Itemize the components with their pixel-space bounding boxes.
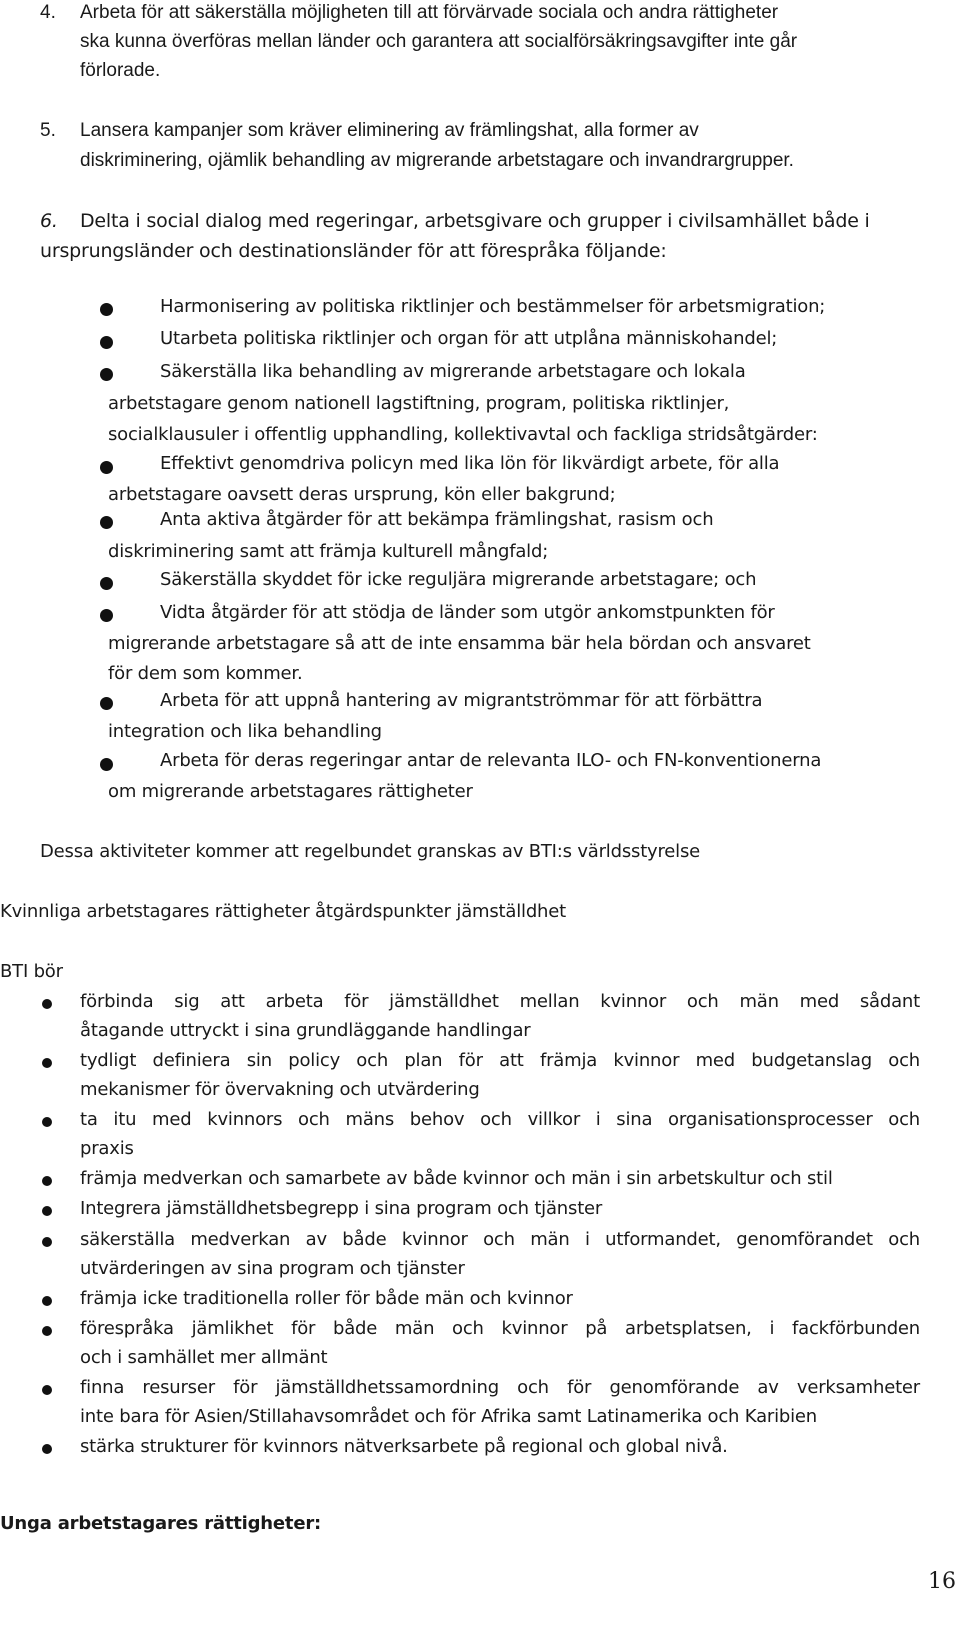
item-text-line: ska kunna överföras mellan länder och garantera att socialförsäkringsavgifter inte går	[80, 31, 798, 52]
bullet-dot-icon	[100, 758, 113, 771]
bullet-text-line: Säkerställa lika behandling av migrerande arbetstagare och lokala	[160, 361, 746, 382]
item-text-line: Lansera kampanjer som kräver eliminering av främlingshat, alla former av	[80, 120, 699, 141]
bullet-text-line: integration och lika behandling	[108, 721, 382, 742]
bullet-dot-icon	[42, 1237, 52, 1247]
bullet-dot-icon	[100, 697, 113, 710]
bullet-text-line: Arbeta för deras regeringar antar de relevanta ILO- och FN-konventionerna	[160, 750, 822, 771]
bullet-text-line: om migrerande arbetstagares rättigheter	[108, 781, 473, 802]
item-text-line: ursprungsländer och destinationsländer för att förespråka följande:	[40, 240, 667, 262]
item-number: 4.	[40, 2, 56, 23]
bullet-text-line: Arbeta för att uppnå hantering av migrantströmmar för att förbättra	[160, 690, 763, 711]
bullet-dot-icon	[42, 1117, 52, 1127]
bullet-dot-icon	[100, 368, 113, 381]
bullet-text-line: Vidta åtgärder för att stödja de länder som utgör ankomstpunkten för	[160, 602, 775, 623]
bullet-text-line: diskriminering samt att främja kulturell mångfald;	[108, 541, 549, 562]
bullet-text-line: migrerande arbetstagare så att de inte ensamma bär hela bördan och ansvaret	[108, 633, 811, 654]
bullet-dot-icon	[42, 1206, 52, 1216]
bullet-dot-icon	[42, 999, 52, 1009]
final-heading: Unga arbetstagares rättigheter:	[0, 1513, 322, 1534]
item-number: 6.	[40, 210, 58, 232]
bullet-dot-icon	[42, 1058, 52, 1068]
bullet-dot-icon	[42, 1385, 52, 1395]
bullet-dot-icon	[42, 1326, 52, 1336]
bullet-text-line: finna resurser för jämställdhetssamordning och för genomförande av verksamheter	[80, 1377, 920, 1398]
bullet-text-line: Säkerställa skyddet för icke reguljära migrerande arbetstagare; och	[160, 569, 757, 590]
bullet-text-line: och i samhället mer allmänt	[80, 1347, 328, 1368]
bullet-dot-icon	[42, 1176, 52, 1186]
bullet-text-line: socialklausuler i offentlig upphandling, kollektivavtal och fackliga stridsåtgärder:	[108, 424, 818, 445]
bullet-text-line: säkerställa medverkan av både kvinnor och män i utformandet, genomförandet och	[80, 1229, 920, 1250]
bullet-dot-icon	[42, 1296, 52, 1306]
bullet-text-line: för dem som kommer.	[108, 663, 303, 684]
bullet-text-line: åtagande uttryckt i sina grundläggande handlingar	[80, 1020, 531, 1041]
section-heading: Kvinnliga arbetstagares rättigheter åtgärdspunkter jämställdhet	[0, 901, 567, 922]
bullet-dot-icon	[100, 516, 113, 529]
bullet-text-line: främja medverkan och samarbete av både kvinnor och män i sin arbetskultur och stil	[80, 1168, 833, 1189]
bullet-text-line: Integrera jämställdhetsbegrepp i sina program och tjänster	[80, 1198, 603, 1219]
bti-lead: BTI bör	[0, 961, 63, 982]
bullet-text-line: utvärderingen av sina program och tjänster	[80, 1258, 465, 1279]
item-text-line: Delta i social dialog med regeringar, arbetsgivare och grupper i civilsamhället både i	[80, 210, 870, 232]
bullet-text-line: stärka strukturer för kvinnors nätverksarbete på regional och global nivå.	[80, 1436, 728, 1457]
bullet-text-line: ta itu med kvinnors och mäns behov och villkor i sina organisationsprocesser och	[80, 1109, 920, 1130]
bullet-text-line: Effektivt genomdriva policyn med lika lön för likvärdigt arbete, för alla	[160, 453, 780, 474]
bullet-text-line: främja icke traditionella roller för både män och kvinnor	[80, 1288, 573, 1309]
bullet-dot-icon	[100, 577, 113, 590]
bullet-dot-icon	[100, 609, 113, 622]
bullet-dot-icon	[42, 1444, 52, 1454]
bullet-text-line: tydligt definiera sin policy och plan för att främja kvinnor med budgetanslag och	[80, 1050, 920, 1071]
item-text-line: Arbeta för att säkerställa möjligheten till att förvärvade sociala och andra rättigheter	[80, 2, 779, 23]
item-text-line: diskriminering, ojämlik behandling av migrerande arbetstagare och invandrargrupper.	[80, 150, 794, 171]
bullet-text-line: inte bara för Asien/Stillahavsområdet och för Afrika samt Latinamerika och Karibien	[80, 1406, 818, 1427]
bullet-text-line: Anta aktiva åtgärder för att bekämpa främlingshat, rasism och	[160, 509, 714, 530]
bullet-dot-icon	[100, 336, 113, 349]
bullet-dot-icon	[100, 461, 113, 474]
review-note: Dessa aktiviteter kommer att regelbundet granskas av BTI:s världsstyrelse	[40, 841, 701, 862]
bullet-text-line: praxis	[80, 1138, 134, 1159]
bullet-dot-icon	[100, 303, 113, 316]
item-text-line: förlorade.	[80, 60, 161, 81]
bullet-text-line: förespråka jämlikhet för både män och kvinnor på arbetsplatsen, i fackförbunden	[80, 1318, 920, 1339]
bullet-text-line: arbetstagare oavsett deras ursprung, kön eller bakgrund;	[108, 484, 616, 505]
bullet-text-line: förbinda sig att arbeta för jämställdhet mellan kvinnor och män med sådant	[80, 991, 920, 1012]
bullet-text-line: Utarbeta politiska riktlinjer och organ för att utplåna människohandel;	[160, 328, 778, 349]
item-number: 5.	[40, 120, 56, 141]
bullet-text-line: Harmonisering av politiska riktlinjer och bestämmelser för arbetsmigration;	[160, 296, 826, 317]
bullet-text-line: arbetstagare genom nationell lagstiftning, program, politiska riktlinjer,	[108, 393, 730, 414]
page-number: 16	[928, 1569, 956, 1594]
bullet-text-line: mekanismer för övervakning och utvärdering	[80, 1079, 480, 1100]
